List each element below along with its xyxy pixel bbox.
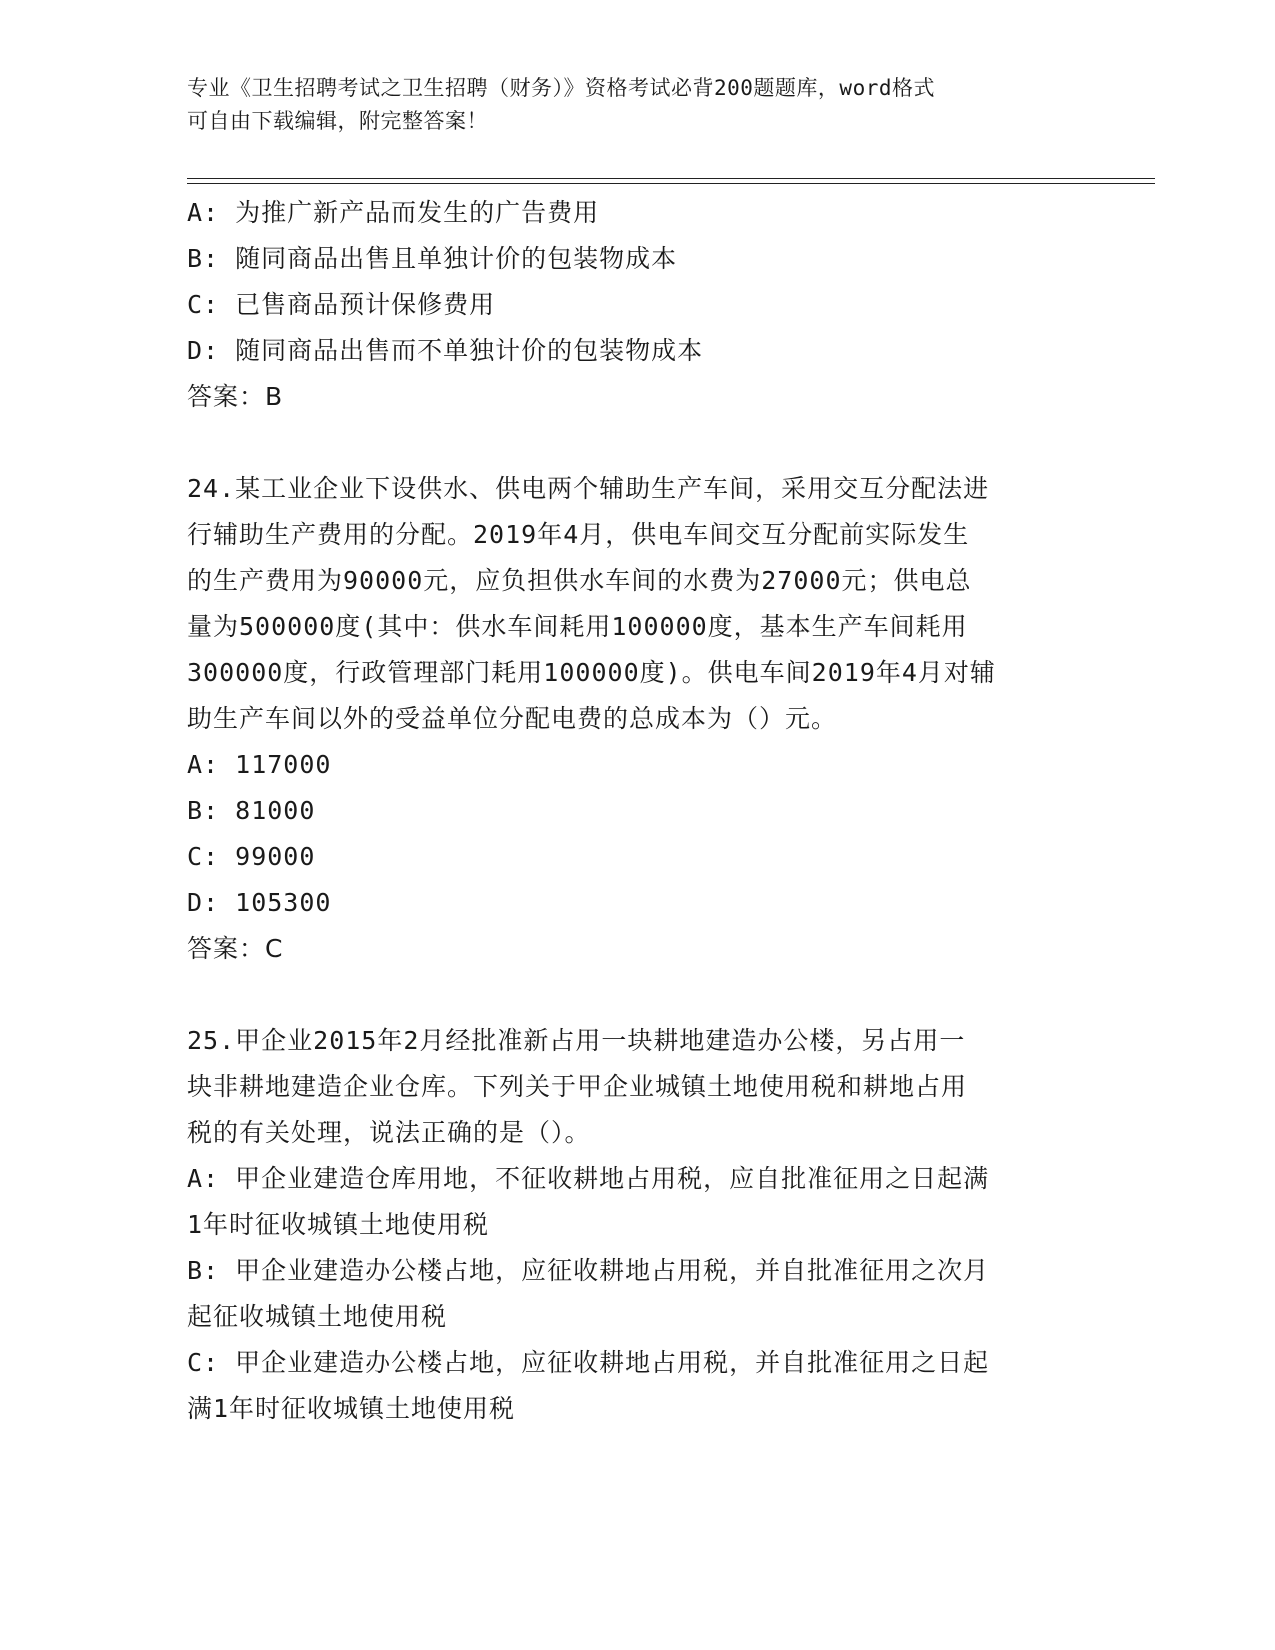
spacer [187,420,1087,466]
q25-option-c-line-2: 满1年时征收城镇土地使用税 [187,1394,516,1423]
q24-stem-line-6: 助生产车间以外的受益单位分配电费的总成本为（）元。 [187,704,838,733]
q25-option-a-line-1: A: 甲企业建造仓库用地，不征收耕地占用税，应自批准征用之日起满 [187,1164,990,1193]
q25-stem-line-3: 税的有关处理，说法正确的是（）。 [187,1118,591,1147]
q23-option-b: B: 随同商品出售且单独计价的包装物成本 [187,244,678,273]
document-body [187,190,1087,1432]
q24-answer: 答案：C [187,934,284,963]
q23-answer: 答案：B [187,382,284,411]
q25-option-c-line-1: C: 甲企业建造办公楼占地，应征收耕地占用税，并自批准征用之日起 [187,1348,990,1377]
q24-stem-line-4: 量为500000度(其中：供水车间耗用100000度，基本生产车间耗用 [187,612,968,641]
q23-option-c: C: 已售商品预计保修费用 [187,290,496,319]
q24-stem-line-2: 行辅助生产费用的分配。2019年4月，供电车间交互分配前实际发生 [187,520,970,549]
question-23-block [187,190,1087,420]
q25-stem-line-2: 块非耕地建造企业仓库。下列关于甲企业城镇土地使用税和耕地占用 [187,1072,968,1101]
document-header [187,72,1087,138]
spacer [187,972,1087,1018]
q25-option-b-line-1: B: 甲企业建造办公楼占地，应征收耕地占用税，并自批准征用之次月 [187,1256,990,1285]
q24-option-c: C: 99000 [187,842,316,871]
q25-option-a-line-2: 1年时征收城镇土地使用税 [187,1210,490,1239]
q23-option-d: D: 随同商品出售而不单独计价的包装物成本 [187,336,704,365]
header-divider-top [187,178,1155,179]
question-25-block [187,1018,1087,1432]
q24-option-a: A: 117000 [187,750,332,779]
q25-stem-line-1: 25.甲企业2015年2月经批准新占用一块耕地建造办公楼，另占用一 [187,1026,966,1055]
header-line-2: 可自由下载编辑，附完整答案！ [187,109,488,133]
q24-stem-line-5: 300000度，行政管理部门耗用100000度)。供电车间2019年4月对辅 [187,658,996,687]
q24-option-d: D: 105300 [187,888,332,917]
question-24-block [187,466,1087,972]
q24-stem-line-1: 24.某工业企业下设供水、供电两个辅助生产车间，采用交互分配法进 [187,474,990,503]
q23-option-a: A: 为推广新产品而发生的广告费用 [187,198,600,227]
header-divider-bottom [187,183,1155,184]
q25-option-b-line-2: 起征收城镇土地使用税 [187,1302,448,1331]
header-line-1: 专业《卫生招聘考试之卫生招聘（财务）》资格考试必背200题题库，word格式 [187,76,935,100]
q24-stem-line-3: 的生产费用为90000元，应负担供水车间的水费为27000元；供电总 [187,566,972,595]
q24-option-b: B: 81000 [187,796,316,825]
